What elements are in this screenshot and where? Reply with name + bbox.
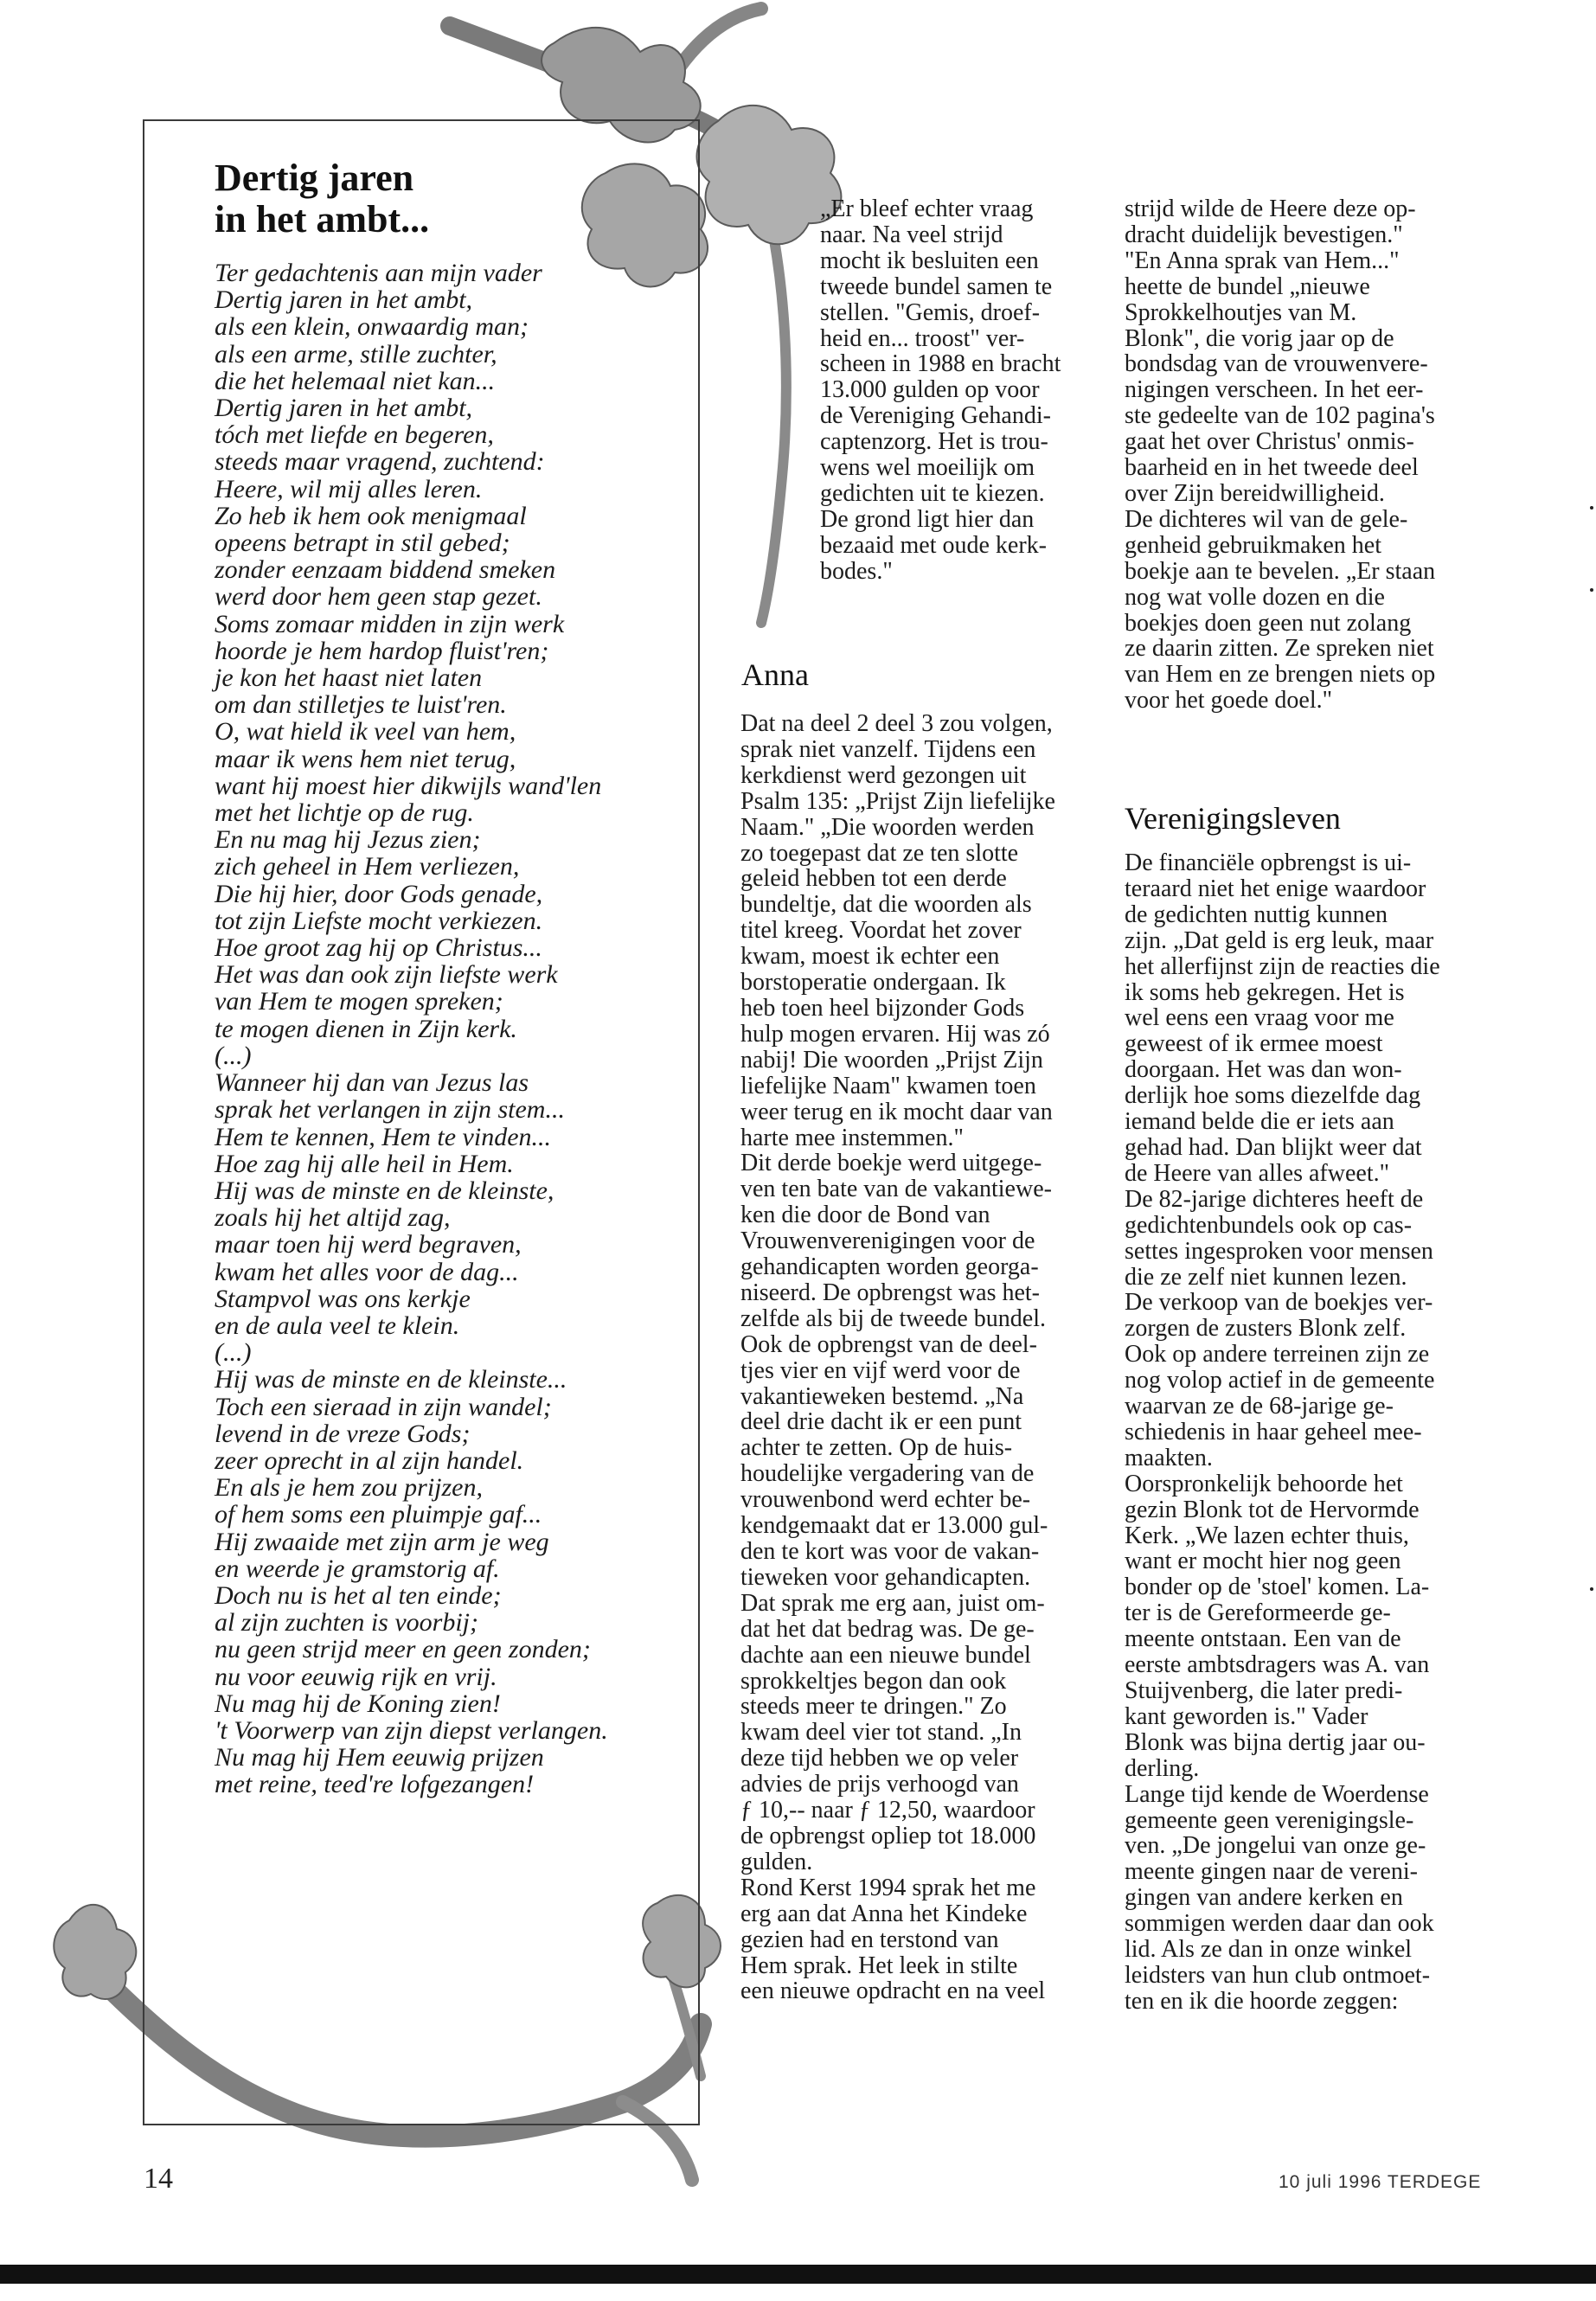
scan-bottom-edge — [0, 2265, 1596, 2284]
text-line: settes ingesproken voor mensen — [1125, 1237, 1433, 1265]
text-line: Dertig jaren in het ambt, — [215, 394, 473, 423]
text-line: vrouwenbond werd echter be- — [740, 1486, 1031, 1514]
text-line: van Hem en ze brengen niets op — [1125, 661, 1436, 689]
text-line: gehad had. Dan blijkt weer dat — [1125, 1133, 1422, 1161]
text-line: de Heere van alles afweet." — [1125, 1159, 1390, 1187]
text-line: werd door hem geen stap gezet. — [215, 582, 542, 612]
text-line: Hij zwaaide met zijn arm je weg — [215, 1527, 549, 1556]
text-line: kendgemaakt dat er 13.000 gul- — [740, 1512, 1048, 1540]
text-line: het allerfijnst zijn de reacties die — [1125, 952, 1440, 980]
text-line: Zo heb ik hem ook menigmaal — [215, 501, 527, 530]
text-line: Vrouwenverenigingen voor de — [740, 1227, 1035, 1255]
text-line: De dichteres wil van de gele- — [1125, 505, 1408, 533]
text-line: O, wat hield ik veel van hem, — [215, 717, 516, 747]
text-line: maar toen hij werd begraven, — [215, 1230, 522, 1259]
text-line: lid. Als ze dan in onze winkel — [1125, 1936, 1413, 1964]
text-line: te mogen dienen in Zijn kerk. — [215, 1014, 517, 1043]
text-line: dat het dat bedrag was. De ge- — [740, 1615, 1035, 1643]
text-line: De financiële opbrengst is ui- — [1125, 849, 1412, 876]
text-line: bundeltje, dat die woorden als — [740, 891, 1032, 919]
text-line: naar. Na veel strijd — [820, 221, 1003, 248]
text-line: Blonk was bijna dertig jaar ou- — [1125, 1728, 1426, 1756]
text-line: heid en... troost" ver- — [820, 324, 1025, 352]
text-line: strijd wilde de Heere deze op- — [1125, 195, 1416, 222]
poem-title-line-2: in het ambt... — [215, 198, 430, 240]
text-line: erg aan dat Anna het Kindeke — [740, 1900, 1028, 1927]
text-line: Kerk. „We lazen echter thuis, — [1125, 1522, 1409, 1549]
text-line: Dit derde boekje werd uitgege- — [740, 1150, 1042, 1177]
text-line: Rond Kerst 1994 sprak het me — [740, 1874, 1036, 1901]
text-line: zelfde als bij de tweede bundel. — [740, 1304, 1046, 1332]
text-line: Hij was de minste en de kleinste... — [215, 1365, 567, 1394]
text-line: Naam." „Die woorden werden — [740, 813, 1035, 841]
text-line: Dertig jaren in het ambt, — [215, 285, 473, 315]
text-line: nu geen strijd meer en geen zonden; — [215, 1635, 591, 1664]
text-line: waarvan ze de 68-jarige ge- — [1125, 1393, 1394, 1420]
text-line: voor het goede doel." — [1125, 687, 1333, 715]
text-line: En als je hem zou prijzen, — [215, 1473, 483, 1503]
text-line: kwam deel vier tot stand. „In — [740, 1719, 1022, 1747]
text-line: niseerd. De opbrengst was het- — [740, 1279, 1041, 1306]
text-line: bodes." — [820, 557, 893, 585]
text-line: de opbrengst opliep tot 18.000 — [740, 1822, 1036, 1849]
text-line: gedichten uit te kiezen. — [820, 479, 1045, 507]
text-line: Toch een sieraad in zijn wandel; — [215, 1392, 552, 1421]
scan-speck — [1590, 1587, 1593, 1591]
text-line: geweest of ik ermee moest — [1125, 1030, 1383, 1058]
text-line: Nu mag hij de Koning zien! — [215, 1689, 501, 1718]
text-line: boekjes doen geen nut zolang — [1125, 609, 1412, 637]
text-line: dracht duidelijk bevestigen." — [1125, 221, 1403, 248]
text-line: deel drie dacht ik er een punt — [740, 1408, 1022, 1436]
text-line: nigingen verscheen. In het eer- — [1125, 376, 1424, 404]
text-line: Die hij hier, door Gods genade, — [215, 879, 543, 908]
text-line: wens wel moeilijk om — [820, 454, 1035, 482]
text-line: captenzorg. Het is trou- — [820, 428, 1048, 456]
text-line: bonder op de 'stoel' komen. La- — [1125, 1574, 1430, 1601]
text-line: derling. — [1125, 1754, 1200, 1782]
text-line: gezien had en terstond van — [740, 1926, 999, 1953]
text-line: ste gedeelte van de 102 pagina's — [1125, 402, 1435, 430]
text-line: "En Anna sprak van Hem..." — [1125, 247, 1400, 274]
text-line: achter te zetten. Op de huis- — [740, 1434, 1013, 1462]
text-line: Stuijvenberg, die later predi- — [1125, 1677, 1403, 1704]
text-line: harte mee instemmen." — [740, 1124, 964, 1151]
text-line: Nu mag hij Hem eeuwig prijzen — [215, 1743, 544, 1772]
text-line: gingen van andere kerken en — [1125, 1884, 1403, 1912]
scan-speck — [1590, 506, 1593, 510]
text-line: deze tijd hebben we op veler — [740, 1745, 1019, 1772]
text-line: want er mocht hier nog geen — [1125, 1548, 1401, 1575]
text-line: gemeente geen verenigingsle- — [1125, 1806, 1414, 1834]
text-line: en de aula veel te klein. — [215, 1311, 460, 1340]
text-line: dachte aan een nieuwe bundel — [740, 1641, 1031, 1669]
text-line: levend in de vreze Gods; — [215, 1419, 471, 1448]
text-line: ken die door de Bond van — [740, 1202, 990, 1229]
page-number: 14 — [144, 2163, 173, 2195]
text-line: Het was dan ook zijn liefste werk — [215, 960, 558, 990]
text-line: den te kort was voor de vakan- — [740, 1538, 1040, 1565]
text-line: Oorspronkelijk behoorde het — [1125, 1470, 1403, 1497]
text-line: ven ten bate van de vakantiewe- — [740, 1176, 1052, 1203]
text-line: die ze zelf niet kunnen lezen. — [1125, 1263, 1407, 1291]
text-line: ven. „De jongelui van onze ge- — [1125, 1832, 1426, 1860]
text-line: kwam, moest ik echter een — [740, 943, 1000, 971]
text-line: als een klein, onwaardig man; — [215, 312, 529, 342]
section-heading-verenigingsleven: Verenigingsleven — [1125, 801, 1341, 836]
text-line: Hij was de minste en de kleinste, — [215, 1176, 554, 1205]
text-line: iemand belde die er iets aan — [1125, 1108, 1394, 1136]
text-line: sprak het verlangen in zijn stem... — [215, 1095, 565, 1125]
text-line: titel kreeg. Voordat het zover — [740, 917, 1022, 945]
poem-title-line-1: Dertig jaren — [215, 157, 414, 199]
text-line: en weerde je gramstorig af. — [215, 1554, 500, 1583]
text-line: met het lichtje op de rug. — [215, 798, 474, 828]
text-line: tot zijn Liefste mocht verkiezen. — [215, 906, 543, 935]
text-line: je kon het haast niet laten — [215, 663, 483, 693]
text-line: heb toen heel bijzonder Gods — [740, 994, 1025, 1022]
text-line: kant geworden is." Vader — [1125, 1702, 1368, 1730]
text-line: houdelijke vergadering van de — [740, 1460, 1035, 1488]
text-line: van Hem te mogen spreken; — [215, 987, 503, 1016]
column-2-body — [740, 711, 1055, 2004]
text-line: De verkoop van de boekjes ver- — [1125, 1289, 1433, 1317]
text-line: zonder eenzaam biddend smeken — [215, 555, 556, 585]
text-line: wel eens een vraag voor me — [1125, 1004, 1394, 1032]
text-line: doorgaan. Het was dan won- — [1125, 1056, 1402, 1084]
text-line: gehandicapten worden georga- — [740, 1253, 1039, 1281]
text-line: Heere, wil mij alles leren. — [215, 474, 483, 503]
text-line: Ook de opbrengst van de deel- — [740, 1330, 1037, 1358]
text-line: meente gingen naar de vereni- — [1125, 1858, 1418, 1886]
text-line: weer terug en ik mocht daar van — [740, 1098, 1053, 1125]
text-line: ten en ik die hoorde zeggen: — [1125, 1987, 1399, 2015]
text-line: opeens betrapt in stil gebed; — [215, 529, 510, 558]
text-line: Ter gedachtenis aan mijn vader — [215, 259, 542, 287]
text-line: „Er bleef echter vraag — [820, 195, 1034, 222]
text-line: sprokkeltjes begon dan ook — [740, 1667, 1007, 1695]
text-line: gaat het over Christus' onmis- — [1125, 428, 1414, 456]
text-line: boekje aan te bevelen. „Er staan — [1125, 557, 1436, 585]
footer-issue-date: 10 juli 1996 TERDEGE — [1279, 2172, 1482, 2192]
text-line: eerste ambtsdragers was A. van — [1125, 1651, 1430, 1679]
scan-speck — [1590, 588, 1593, 592]
text-line: Hem sprak. Het leek in stilte — [740, 1952, 1018, 1979]
column-3-body — [1125, 850, 1440, 2015]
text-line: vakantieweken bestemd. „Na — [740, 1382, 1024, 1410]
text-line: liefelijke Naam" kwamen toen — [740, 1072, 1036, 1099]
text-line: als een arme, stille zuchter, — [215, 339, 497, 369]
column-3-intro — [1125, 196, 1435, 714]
text-line: geleid hebben tot een derde — [740, 865, 1007, 893]
text-line: ter is de Gereformeerde ge- — [1125, 1599, 1391, 1627]
text-line: advies de prijs verhoogd van — [740, 1771, 1019, 1798]
text-line: genheid gebruikmaken het — [1125, 531, 1382, 559]
text-line: sommigen werden daar dan ook — [1125, 1910, 1434, 1938]
text-line: heette de bundel „nieuwe — [1125, 272, 1370, 300]
text-line: 't Voorwerp van zijn diepst verlangen. — [215, 1715, 608, 1745]
text-line: bondsdag van de vrouwenvere- — [1125, 350, 1428, 378]
text-line: nu voor eeuwig rijk en vrij. — [215, 1662, 497, 1691]
text-line: baarheid en in het tweede deel — [1125, 454, 1419, 482]
text-line: een nieuwe opdracht en na veel — [740, 1977, 1046, 2005]
text-line: Stampvol was ons kerkje — [215, 1284, 471, 1313]
text-line: ze daarin zitten. Ze spreken niet — [1125, 635, 1434, 663]
text-line: hoorde je hem hardop fluist'ren; — [215, 636, 549, 665]
text-line: borstoperatie ondergaan. Ik — [740, 969, 1006, 997]
text-line: maakten. — [1125, 1444, 1213, 1471]
text-line: mocht ik besluiten een — [820, 247, 1039, 274]
text-line: kwam het alles voor de dag... — [215, 1257, 519, 1286]
text-line: met reine, teed're lofgezangen! — [215, 1770, 535, 1799]
text-line: de Vereniging Gehandi- — [820, 402, 1051, 430]
text-line: leidsters van hun club ontmoet- — [1125, 1961, 1431, 1989]
text-line: Hoe groot zag hij op Christus... — [215, 933, 542, 963]
text-line: of hem soms een pluimpje gaf... — [215, 1500, 542, 1529]
text-line: om dan stilletjes te luist'ren. — [215, 690, 507, 720]
text-line: hulp mogen ervaren. Hij was zó — [740, 1020, 1050, 1048]
text-line: over Zijn bereidwilligheid. — [1125, 479, 1385, 507]
text-line: Dat na deel 2 deel 3 zou volgen, — [740, 710, 1053, 737]
text-line: Ook op andere terreinen zijn ze — [1125, 1341, 1430, 1368]
text-line: teraard niet het enige waardoor — [1125, 875, 1426, 902]
text-line: Dat sprak me erg aan, juist om- — [740, 1589, 1045, 1617]
text-line: ƒ 10,-- naar ƒ 12,50, waardoor — [740, 1797, 1035, 1824]
text-line: gezin Blonk tot de Hervormde — [1125, 1496, 1420, 1523]
text-line: meente ontstaan. Een van de — [1125, 1625, 1401, 1653]
text-line: sprak niet vanzelf. Tijdens een — [740, 735, 1036, 763]
text-line: Hoe zag hij alle heil in Hem. — [215, 1149, 514, 1178]
text-line: zich geheel in Hem verliezen, — [215, 852, 520, 881]
text-line: 13.000 gulden op voor — [820, 376, 1040, 404]
text-line: Psalm 135: „Prijst Zijn liefelijke — [740, 787, 1055, 815]
text-line: Blonk", die vorig jaar op de — [1125, 324, 1394, 352]
column-2-intro — [820, 196, 1061, 585]
text-line: zo toegepast dat ze ten slotte — [740, 839, 1019, 867]
text-line: zoals hij het altijd zag, — [215, 1203, 451, 1233]
text-line: die het helemaal niet kan... — [215, 366, 496, 395]
text-line: scheen in 1988 en bracht — [820, 350, 1061, 378]
text-line: steeds meer te dringen." Zo — [740, 1693, 1007, 1721]
poem-body — [215, 260, 682, 1798]
text-line: En nu mag hij Jezus zien; — [215, 825, 481, 855]
text-line: want hij moest hier dikwijls wand'len — [215, 771, 602, 800]
text-line: kerkdienst werd gezongen uit — [740, 761, 1027, 789]
text-line: zeer oprecht in al zijn handel. — [215, 1445, 524, 1475]
text-line: tóch met liefde en begeren, — [215, 420, 494, 450]
text-line: schiedenis in haar geheel mee- — [1125, 1418, 1422, 1445]
text-line: ik soms heb gekregen. Het is — [1125, 978, 1405, 1006]
text-line: nog wat volle dozen en die — [1125, 583, 1385, 611]
text-line: gulden. — [740, 1848, 813, 1875]
text-line: tieweken voor gehandicapten. — [740, 1563, 1031, 1591]
text-line: zijn. „Dat geld is erg leuk, maar — [1125, 926, 1434, 954]
text-line: De 82-jarige dichteres heeft de — [1125, 1185, 1424, 1213]
text-line: steeds maar vragend, zuchtend: — [215, 447, 545, 477]
text-line: zorgen de zusters Blonk zelf. — [1125, 1315, 1407, 1343]
text-line: tjes vier en vijf werd voor de — [740, 1356, 1021, 1384]
text-line: Soms zomaar midden in zijn werk — [215, 609, 565, 638]
text-line: tweede bundel samen te — [820, 272, 1053, 300]
text-line: bezaaid met oude kerk- — [820, 531, 1047, 559]
section-heading-anna: Anna — [741, 657, 809, 692]
text-line: al zijn zuchten is voorbij; — [215, 1608, 478, 1638]
text-line: De grond ligt hier dan — [820, 505, 1035, 533]
text-line: (...) — [215, 1041, 252, 1070]
poem-title — [215, 157, 578, 240]
text-line: nog volop actief in de gemeente — [1125, 1367, 1435, 1394]
text-line: gedichtenbundels ook op cas- — [1125, 1211, 1413, 1239]
text-line: stellen. "Gemis, droef- — [820, 298, 1041, 326]
text-line: Hem te kennen, Hem te vinden... — [215, 1122, 552, 1151]
text-line: Wanneer hij dan van Jezus las — [215, 1068, 529, 1098]
text-line: nabij! Die woorden „Prijst Zijn — [740, 1046, 1043, 1074]
text-line: Lange tijd kende de Woerdense — [1125, 1780, 1429, 1808]
text-line: Sprokkelhoutjes van M. — [1125, 298, 1357, 326]
text-line: maar ik wens hem niet terug, — [215, 744, 516, 773]
text-line: derlijk hoe soms diezelfde dag — [1125, 1082, 1421, 1110]
text-line: de gedichten nuttig kunnen — [1125, 901, 1388, 928]
text-line: Doch nu is het al ten einde; — [215, 1580, 502, 1610]
text-line: (...) — [215, 1338, 252, 1368]
